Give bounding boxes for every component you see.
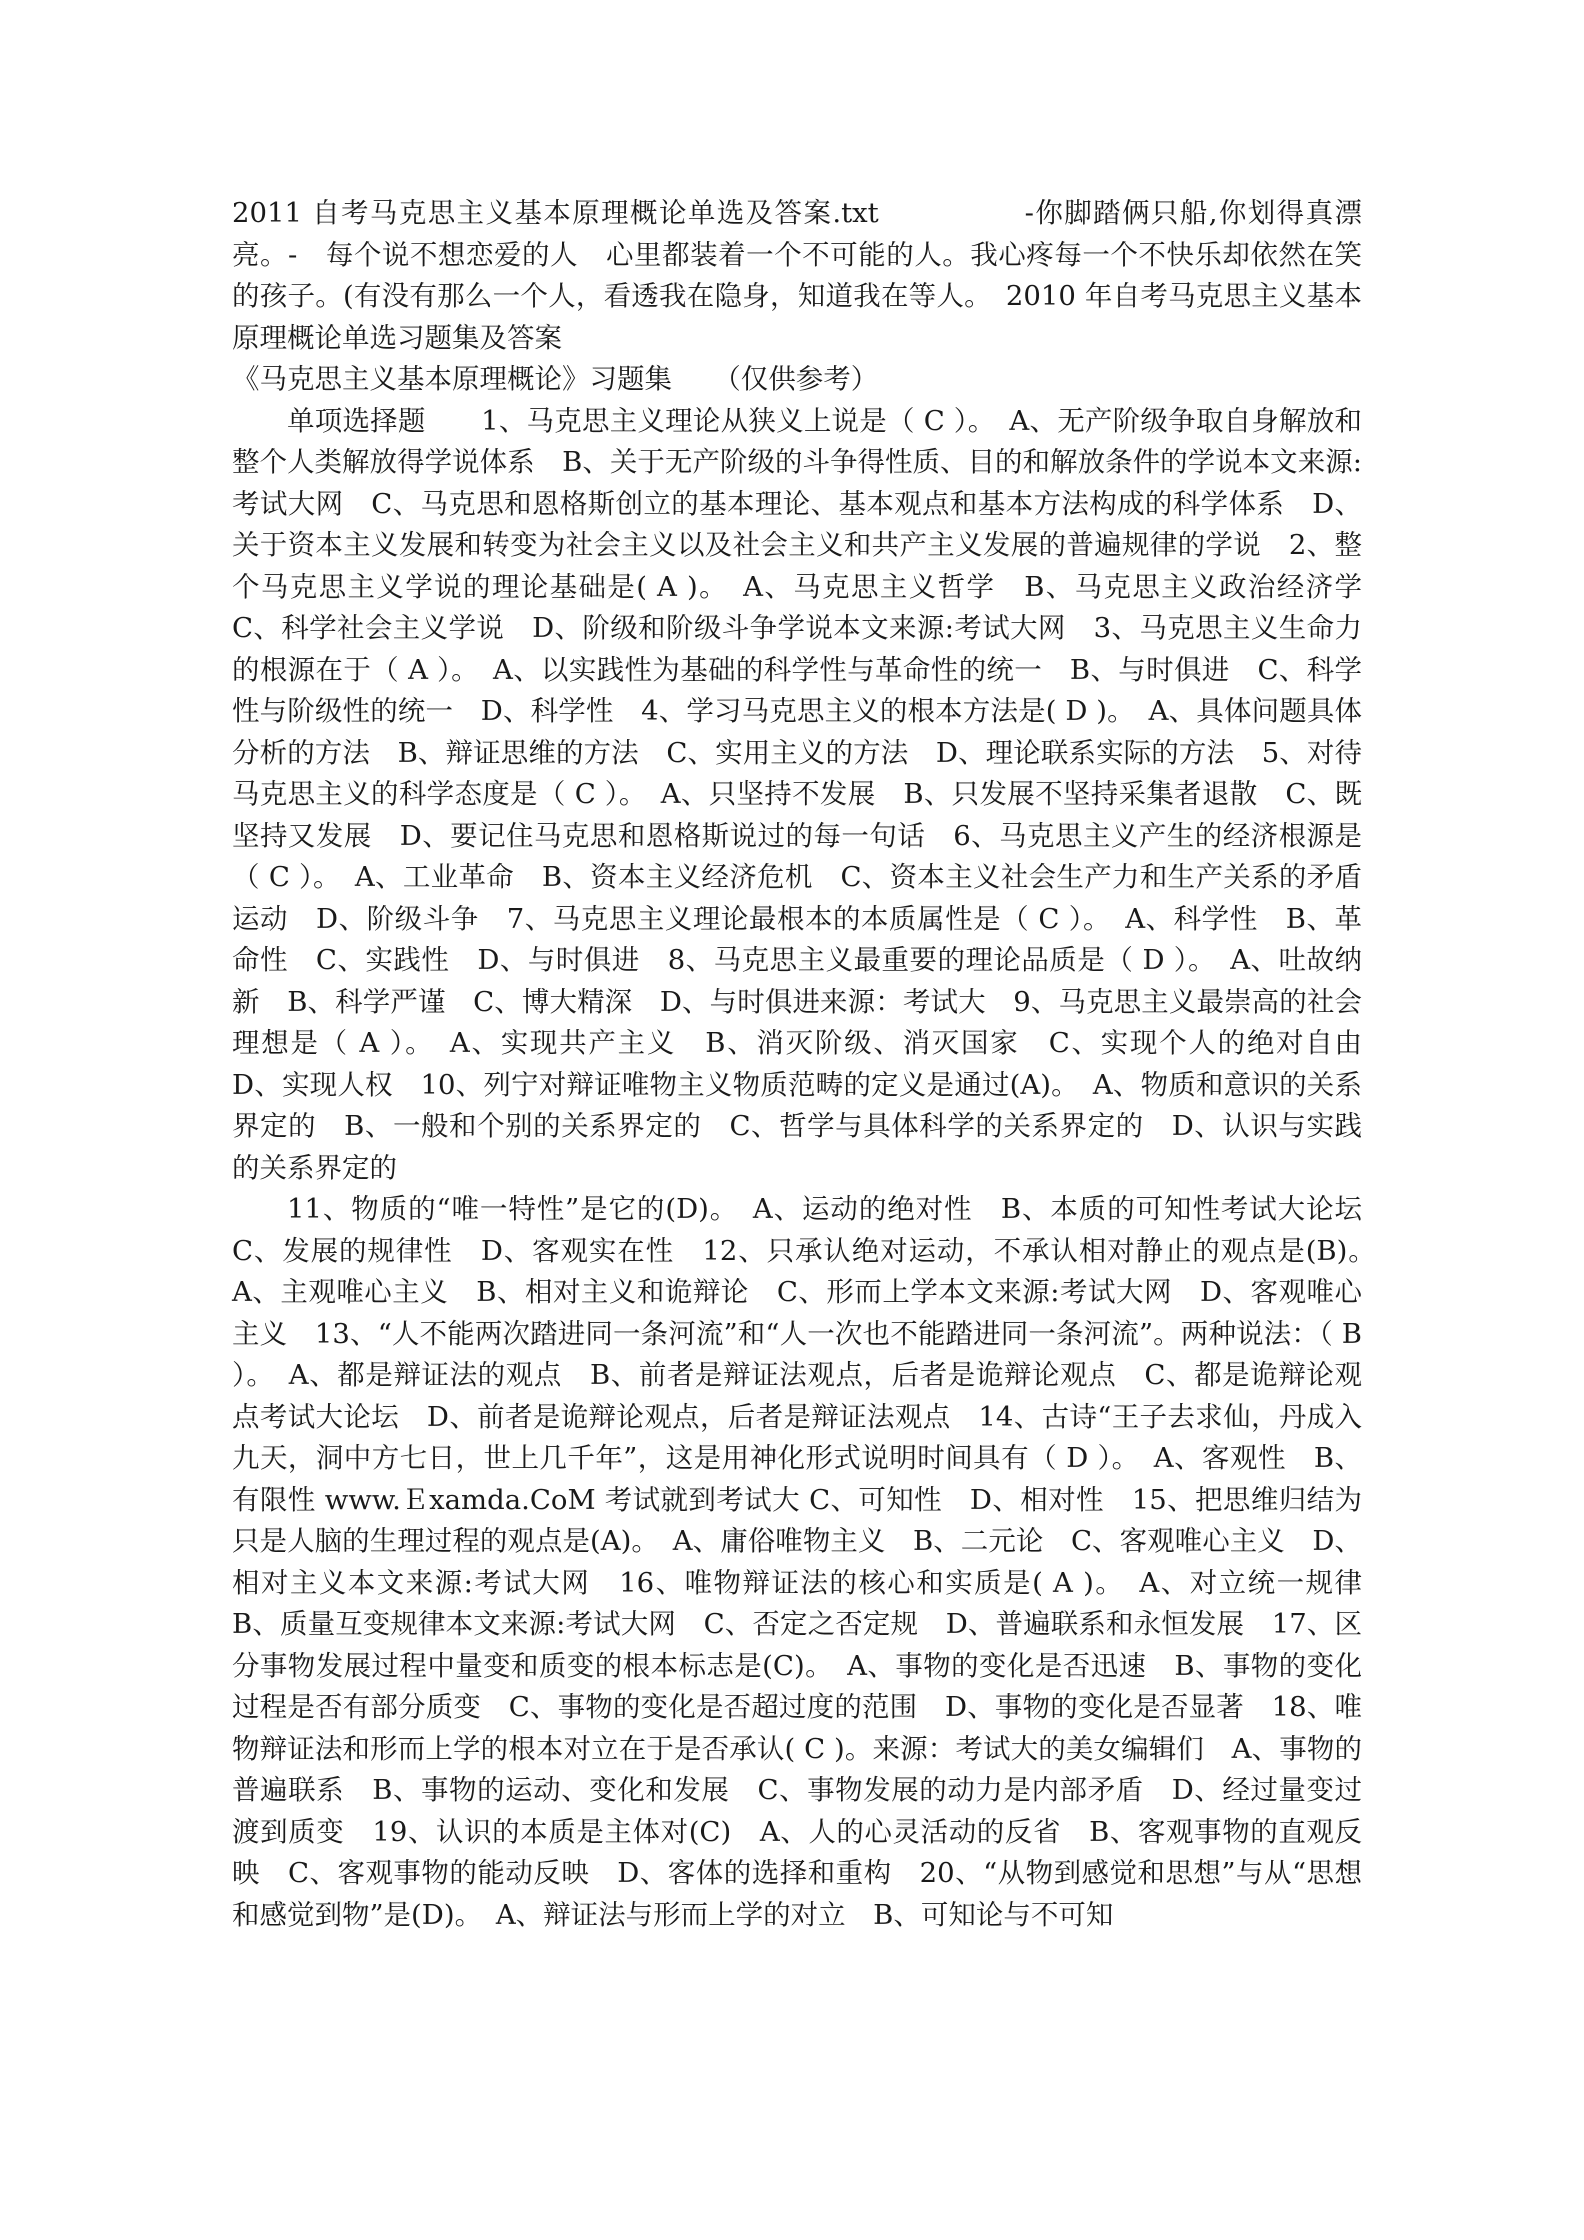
intro-paragraph: 2011 自考马克思主义基本原理概论单选及答案.txt -你脚踏俩只船,你划得真漂亮。- 每个说不想恋爱的人 心里都装着一个不可能的人。我心疼每一个不快乐却依然在笑的孩子。(有没有那么一个人，看透我在隐身，知道我在等人。 2010 年自考马克思主义基本原理概论单选习题集及答案 — [232, 197, 1362, 354]
document-title: 《马克思主义基本原理概论》习题集 （仅供参考） — [232, 363, 879, 395]
question-paragraph-1: 单项选择题 1、马克思主义理论从狭义上说是（ C ）。 A、无产阶级争取自身解放和整个人类解放得学说体系 B、关于无产阶级的斗争得性质、目的和解放条件的学说本文来源:考试大网 C、马克思和恩格斯创立的基本理论、基本观点和基本方法构成的科学体系 D、关于资本主义发展和转变为社会主义以及社会主义和共产主义发展的普遍规律的学说 2、整个马克思主义学说的理论基础是( A )。 A、马克思主义哲学 B、马克思主义政治经济学 C、科学社会主义学说 D、阶级和阶级斗争学说本文来源:考试大网 3、马克思主义生命力的根源在于（ A ）。 A、以实践性为基础的科学性与革命性的统一 B、与时俱进 C、科学性与阶级性的统一 D、科学性 4、学习马克思主义的根本方法是( D )。 A、具体问题具体分析的方法 B、辩证思维的方法 C、实用主义的方法 D、理论联系实际的方法 5、对待马克思主义的科学态度是（ C ）。 A、只坚持不发展 B、只发展不坚持采集者退散 C、既坚持又发展 D、要记住马克思和恩格斯说过的每一句话 6、马克思主义产生的经济根源是（ C ）。 A、工业革命 B、资本主义经济危机 C、资本主义社会生产力和生产关系的矛盾运动 D、阶级斗争 7、马克思主义理论最根本的本质属性是（ C ）。 A、科学性 B、革命性 C、实践性 D、与时俱进 8、马克思主义最重要的理论品质是（ D ）。 A、吐故纳新 B、科学严谨 C、博大精深 D、与时俱进来源：考试大 9、马克思主义最崇高的社会理想是（ A ）。 A、实现共产主义 B、消灭阶级、消灭国家 C、实现个人的绝对自由 D、实现人权 10、列宁对辩证唯物主义物质范畴的定义是通过(A)。 A、物质和意识的关系界定的 B、一般和个别的关系界定的 C、哲学与具体科学的关系界定的 D、认识与实践的关系界定的 — [232, 404, 1390, 1184]
question-paragraph-2: 11、物质的“唯一特性”是它的(D)。 A、运动的绝对性 B、本质的可知性考试大论坛 C、发展的规律性 D、客观实在性 12、只承认绝对运动，不承认相对静止的观点是(B)。 A、主观唯心主义 B、相对主义和诡辩论 C、形而上学本文来源:考试大网 D、客观唯心主义 13、“人不能两次踏进同一条河流”和“人一次也不能踏进同一条河流”。两种说法：（ B ）。 A、都是辩证法的观点 B、前者是辩证法观点，后者是诡辩论观点 C、都是诡辩论观点考试大论坛 D、前者是诡辩论观点，后者是辩证法观点 14、古诗“王子去求仙，丹成入九天，洞中方七日，世上几千年”，这是用神化形式说明时间具有（ D ）。 A、客观性 B、有限性 www.Ｅxamda.CoM 考试就到考试大 C、可知性 D、相对性 15、把思维归结为只是人脑的生理过程的观点是(A)。 A、庸俗唯物主义 B、二元论 C、客观唯心主义 D、相对主义本文来源:考试大网 16、唯物辩证法的核心和实质是( A )。 A、对立统一规律 B、质量互变规律本文来源:考试大网 C、否定之否定规 D、普遍联系和永恒发展 17、区分事物发展过程中量变和质变的根本标志是(C)。 A、事物的变化是否迅速 B、事物的变化过程是否有部分质变 C、事物的变化是否超过度的范围 D、事物的变化是否显著 18、唯物辩证法和形而上学的根本对立在于是否承认( C )。来源：考试大的美女编辑们 A、事物的普遍联系 B、事物的运动、变化和发展 C、事物发展的动力是内部矛盾 D、经过量变过渡到质变 19、认识的本质是主体对(C) A、人的心灵活动的反省 B、客观事物的直观反映 C、客观事物的能动反映 D、客体的选择和重构 20、“从物到感觉和思想”与从“思想和感觉到物”是(D)。 A、辩证法与形而上学的对立 B、可知论与不可知 — [232, 1193, 1390, 1931]
document-body — [232, 193, 1390, 1936]
